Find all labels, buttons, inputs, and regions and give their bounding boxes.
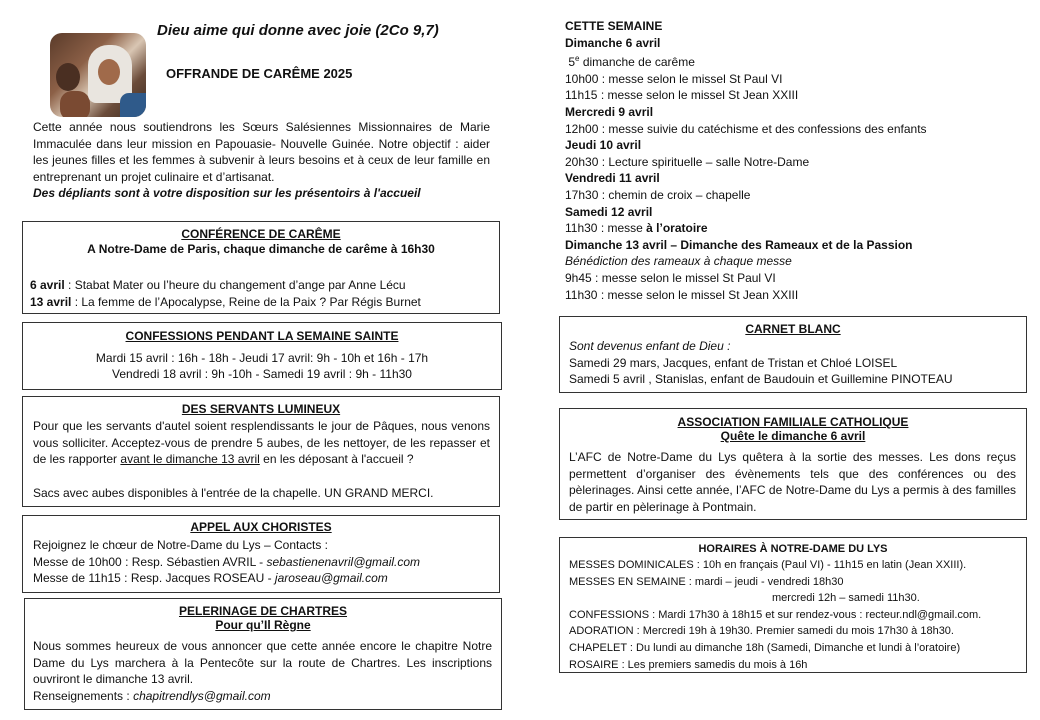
semaine-day: Dimanche 6 avril (565, 35, 661, 50)
cette-semaine-section (565, 18, 927, 303)
afc-subtitle: Quête le dimanche 6 avril (720, 429, 866, 443)
carnet-box (559, 316, 1027, 393)
horaires-line: CONFESSIONS : Mardi 17h30 à 18h15 et sur rendez-vous : recteur.ndl@gmail.com. (569, 608, 982, 621)
semaine-item: 11h30 : messe à l’oratoire (565, 221, 708, 236)
semaine-note: Bénédiction des rameaux à chaque messe (565, 254, 792, 269)
choristes-box (22, 515, 500, 593)
conference-subtitle: A Notre-Dame de Paris, chaque dimanche de carême à 16h30 (87, 242, 435, 256)
horaires-line: ADORATION : Mercredi 19h à 19h30. Premier samedi du mois 17h30 à 18h30. (569, 625, 954, 638)
email-link[interactable]: chapitrendlys@gmail.com (133, 689, 271, 703)
carnet-intro: Sont devenus enfant de Dieu : (569, 339, 731, 353)
semaine-day: Dimanche 13 avril – Dimanche des Rameaux et de la Passion (565, 237, 913, 252)
email-link[interactable]: jaroseau@gmail.com (274, 571, 388, 586)
semaine-day: Mercredi 9 avril (565, 104, 654, 119)
conference-box (22, 221, 500, 314)
semaine-title: CETTE SEMAINE (565, 19, 663, 33)
servants-line2: Sacs avec aubes disponibles à l'entrée de la chapelle. UN GRAND MERCI. (33, 486, 434, 500)
offrande-note: Des dépliants sont à votre disposition sur les présentoirs à l'accueil (33, 186, 421, 200)
choristes-intro: Rejoignez le chœur de Notre-Dame du Lys – Contacts : (33, 538, 329, 552)
nun-with-children-photo (50, 33, 146, 117)
carnet-body (569, 338, 953, 388)
choristes-title: APPEL AUX CHORISTES (190, 520, 332, 534)
semaine-day: Vendredi 11 avril (565, 171, 660, 186)
choristes-body (33, 537, 420, 587)
offrande-paragraph: Cette année nous soutiendrons les Sœurs Salésiennes Missionnaires de Marie Immaculée dans leur mission en Papouasie- Nouvelle Guinée. Notre objectif : aider les jeunes filles et les femmes à subvenir à leurs besoins et à ceux de leur famille en entreprenant un projet culinaire et d’artisanat. (33, 120, 490, 184)
servants-paragraph: Pour que les servants d'autel soient resplendissants le jour de Pâques, nous venons vous solliciter. Acceptez-vous de prendre 5 aubes, de les nettoyer, de les repasser et de les rapporter avant le dimanche 13 avril en les déposant à l'accueil ? (33, 419, 490, 467)
semaine-item: 17h30 : chemin de croix – chapelle (565, 187, 751, 202)
choristes-contact: Messe de 10h00 : Resp. Sébastien AVRIL - sebastienenavril@gmail.com (33, 554, 421, 569)
servants-title: DES SERVANTS LUMINEUX (181, 402, 341, 416)
semaine-item: 9h45 : messe selon le missel St Paul VI (565, 270, 776, 285)
horaires-line: MESSES EN SEMAINE : mardi – jeudi - vendredi 18h30 (569, 575, 844, 588)
confessions-line1: Mardi 15 avril : 16h - 18h - Jeudi 17 avril: 9h - 10h et 16h - 17h (95, 351, 429, 365)
confessions-box (22, 322, 502, 390)
chartres-info: Renseignements : chapitrendlys@gmail.com (33, 689, 271, 703)
afc-paragraph: L’AFC de Notre-Dame du Lys quêtera à la sortie des messes. Les dons reçus permettent d’organiser des évènements tels que des conférences ou des pèlerinages. Ainsi cette année, l’AFC de Notre-Dame du Lys a permis à des familles de partir en pèlerinage à Pontmain. (569, 450, 1016, 514)
verse-title: Dieu aime qui donne avec joie (2Co 9,7) (157, 22, 439, 39)
horaires-line: ROSAIRE : Les premiers samedis du mois à 16h (569, 658, 808, 671)
chartres-title: PELERINAGE DE CHARTRES (178, 604, 348, 618)
horaires-line: MESSES DOMINICALES : 10h en français (Paul VI) - 11h15 en latin (Jean XXIII). (569, 559, 967, 571)
semaine-day: Samedi 12 avril (565, 204, 653, 219)
horaires-line: CHAPELET : Du lundi au dimanche 18h (Samedi, Dimanche et lundi à l’oratoire) (569, 641, 961, 654)
horaires-line: mercredi 12h – samedi 11h30. (772, 592, 920, 605)
horaires-list (569, 557, 1019, 673)
confessions-line2: Vendredi 18 avril : 9h -10h - Samedi 19 avril : 9h - 11h30 (112, 367, 412, 381)
semaine-item: 20h30 : Lecture spirituelle – salle Notre-Dame (565, 154, 810, 169)
carnet-entry: Samedi 29 mars, Jacques, enfant de Tristan et Chloé LOISEL (569, 355, 898, 370)
semaine-item: 12h00 : messe suivie du catéchisme et des confessions des enfants (565, 121, 927, 136)
chartres-subtitle: Pour qu’Il Règne (215, 618, 311, 632)
afc-box (559, 408, 1027, 520)
semaine-item: 11h30 : messe selon le missel St Jean XXIII (565, 287, 799, 302)
email-link[interactable]: sebastienenavril@gmail.com (266, 554, 421, 569)
servants-box (22, 396, 500, 507)
horaires-title: HORAIRES À NOTRE-DAME DU LYS (698, 543, 888, 555)
carnet-title: CARNET BLANC (745, 322, 841, 336)
conference-item: 6 avril : Stabat Mater ou l’heure du changement d’ange par Anne Lécu (30, 278, 406, 292)
choristes-contact: Messe de 11h15 : Resp. Jacques ROSEAU - jaroseau@gmail.com (33, 571, 388, 586)
chartres-box (24, 598, 502, 710)
chartres-paragraph: Nous sommes heureux de vous annoncer que cette année encore le chapitre Notre Dame du Lys marchera à la Pentecôte sur la route de Chartres. Les inscriptions ouvriront le dimanche 13 avril. (33, 639, 492, 687)
offrande-title: OFFRANDE DE CARÊME 2025 (166, 66, 353, 81)
carnet-entry: Samedi 5 avril , Stanislas, enfant de Baudouin et Guillemine PINOTEAU (569, 372, 953, 387)
conference-item: 13 avril : La femme de l’Apocalypse, Reine de la Paix ? Par Régis Burnet (30, 294, 421, 309)
semaine-item: 10h00 : messe selon le missel St Paul VI (565, 71, 783, 86)
conference-list (30, 277, 421, 310)
semaine-item: 5e dimanche de carême (568, 54, 695, 70)
semaine-item: 11h15 : messe selon le missel St Jean XXIII (565, 88, 799, 103)
confessions-title: CONFESSIONS PENDANT LA SEMAINE SAINTE (125, 329, 399, 343)
conference-title: CONFÉRENCE DE CARÊME (181, 227, 341, 241)
semaine-day: Jeudi 10 avril (565, 138, 642, 153)
horaires-box (559, 537, 1027, 673)
afc-title: ASSOCIATION FAMILIALE CATHOLIQUE (677, 415, 909, 429)
